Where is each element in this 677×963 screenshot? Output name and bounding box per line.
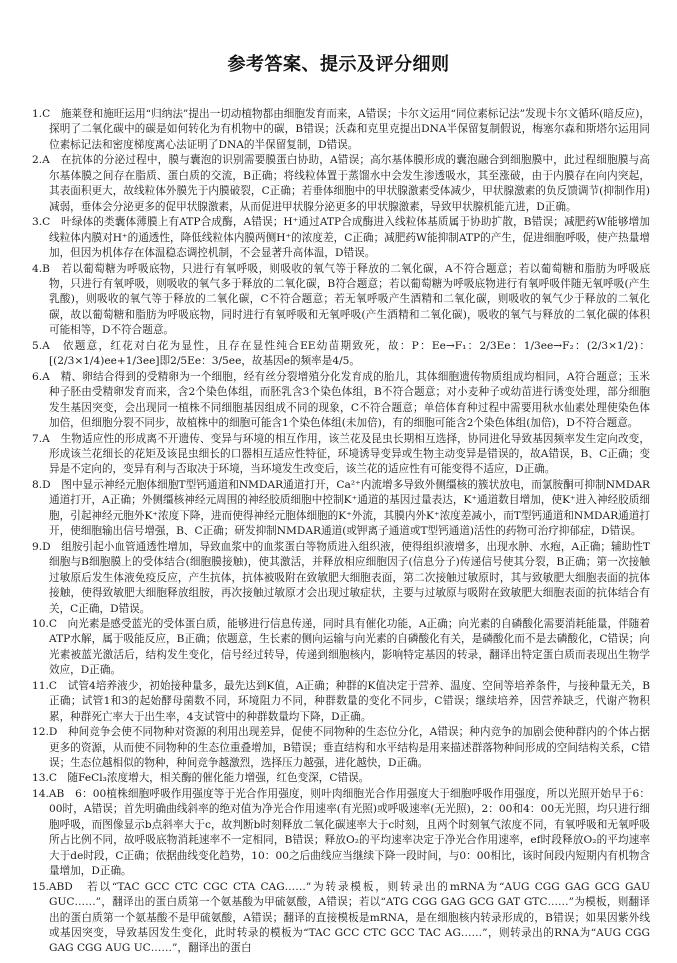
answer-item: 13.C 随FeCl₃浓度增大，相关酶的催化能力增强，红色变深，C错误。 <box>32 772 370 785</box>
answer-item: 4.B 若以葡萄糖为呼吸底物，只进行有氧呼吸，则吸收的氧气等于释放的二氧化碳，A不符合题意；若以葡萄糖和脂肪为呼吸底物，只进行有氧呼吸，则吸收的氧气多于释放的二氧化碳，B符合题意；若以葡萄糖为呼吸底物进行有氧呼吸伴随无氧呼吸(产生乳酸)，则吸收的氧气等于释放的二氧化碳，C不符合题意；若无氧呼吸产生酒精和二氧化碳，则吸收的氧气少于释放的二氧化碳，故以葡萄糖和脂肪为呼吸底物，同时进行有氧呼吸和无氧呼吸(产生酒精和二氧化碳)，吸收的氧气与释放的二氧化碳的体积可能相等，D不符合题意。 <box>32 262 650 337</box>
page-title: 参考答案、提示及评分细则 <box>227 54 450 75</box>
answer-item: 1.C 施莱登和施旺运用“归纳法”提出一切动植物都由细胞发育而来，A错误；卡尔文运用“同位素标记法”发现卡尔文循环(暗反应)，探明了二氧化碳中的碳是如何转化为有机物中的碳，B错误；沃森和克里克提出DNA半保留复制假说，梅塞尔森和斯塔尔运用同位素标记法和密度梯度离心法证明了DNA的半保留复制，D错误。 <box>32 108 650 151</box>
answer-item: 5.A 依题意，红花对白花为显性，且存在显性纯合EE幼苗期致死，故：P：Ee→F₁：2/3Ee：1/3ee→F₂：(2/3×1/2)：[(2/3×1/4)ee+1/3ee]即2/5Ee：3/5ee，故基因e的频率是4/5。 <box>32 339 650 368</box>
answer-item: 11.C 试管4培养液少，初始接种量多，最先达到K值，A正确；种群的K值决定于营养、温度、空间等培养条件，与接种量无关，B正确；试管1和3的起始酵母菌数不同，环境阻力不同，种群数量的变化不同步，C错误；继续培养，因营养缺乏，代谢产物积累，种群死亡率大于出生率，4支试管中的种群数量均下降，D正确。 <box>32 679 650 723</box>
answer-list <box>32 107 650 957</box>
answer-item: 10.C 向光素是感受蓝光的受体蛋白质，能够进行信息传递，同时具有催化功能，A正确；向光素的自磷酸化需要消耗能量，伴随着ATP水解，属于吸能反应，B正确；依题意，生长素的侧向运输与向光素的自磷酸化有关，是磷酸化而不是去磷酸化，C错误；向光素被蓝光激活后，结构发生变化，信号经过转导，传递到细胞核内，影响特定基因的转录，翻译出特定蛋白质而表现出生物学效应，D正确。 <box>32 617 650 677</box>
answer-item: 9.D 组胺引起小血管通透性增加，导致血浆中的血浆蛋白等物质进入组织液，使得组织液增多，出现水肿、水疱，A正确；辅助性T细胞与B细胞膜上的受体结合(细胞膜接触)，使其激活，并释放相应细胞因子(信息分子)传递信号使其分裂，B正确；第一次接触过敏原后发生体液免疫反应，产生抗体，抗体被吸附在致敏肥大细胞表面，第二次接触过敏原时，其与致敏肥大细胞表面的抗体接触，使得致敏肥大细胞释放组胺，再次接触过敏原才会出现过敏症状，主要与过敏原与吸附在致敏肥大细胞表面的抗体结合有关，C正确，D错误。 <box>32 540 650 615</box>
answer-item: 15.ABD 若以“TAC GCC CTC CGC CTA CAG……”为转录模板，则转录出的mRNA为“AUG CGG GAG GCG GAU GUC……”，翻译出的蛋白质第一个氨基酸为甲硫氨酸，A错误；若以“ATG CGG GAG GCG GAT GTC……”为模板，则翻译出的蛋白质第一个氨基酸不是甲硫氨酸，A错误；翻译的直接模板是mRNA，是在细胞核内转录形成的，B错误；如果因紫外线或基因突变，导致基因发生变化，此时转录的模板为“TAC GCC CTC GCC TAC AG……”，则转录出的RNA为“AUG CGG GAG CGG AUG UC……”，翻译出的蛋白 <box>32 880 650 955</box>
answer-item: 12.D 种间竞争会使不同物种对资源的利用出现差异，促使不同物种的生态位分化，A错误；种内竞争的加剧会使种群内的个体占据更多的资源，从而使不同物种的生态位重叠增加，B错误；垂直结构和水平结构是用来描述群落物种间形成的空间结构关系，C错误；生态位越相似的物种，种间竞争越激烈，选择压力越强，进化越快，D正确。 <box>32 726 650 770</box>
answer-item: 6.A 精、卵结合得到的受精卵为一个细胞，经有丝分裂增殖分化发育成的胎儿，其体细胞遗传物质组成均相同，A符合题意；玉米种子胚由受精卵发育而来，含2个染色体组，而胚乳含3个染色体组，B不符合题意；对小麦种子或幼苗进行诱变处理，部分细胞发生基因突变，会出现同一植株不同细胞基因组成不同的现象，C不符合题意；单倍体育种过程中需要用秋水仙素处理使染色体加倍，但细胞分裂不同步，故植株中的细胞可能含1个染色体组(未加倍)，有的细胞可能含2个染色体组(加倍)，D不符合题意。 <box>32 370 650 430</box>
answer-item: 3.C 叶绿体的类囊体薄膜上有ATP合成酶，A错误；H⁺通过ATP合成酶进入线粒体基质属于协助扩散，B错误；减肥药W能够增加线粒体内膜对H⁺的通透性，降低线粒体内膜两侧H⁺的浓度差，C正确；减肥药W能抑制ATP的产生，促进细胞呼吸，使产热量增加，但因为机体存在体温稳态调控机制，不会显著升高体温，D错误。 <box>32 216 650 260</box>
answer-item: 14.AB 6：00植株细胞呼吸作用强度等于光合作用强度，则叶肉细胞光合作用强度大于细胞呼吸作用强度，所以光照开始早于6：00时，A错误；首先明确曲线斜率的绝对值为净光合作用速率(有光照)或呼吸速率(无光照)，2：00和4：00无光照，均只进行细胞呼吸，而图像显示b点斜率大于c，故判断b时刻释放二氧化碳速率大于c时刻，且两个时刻氧气浓度不同，有氧呼吸和无氧呼吸所占比例不同，故呼吸底物消耗速率不一定相同，B错误；释放O₂的平均速率决定于净光合作用速率，ef时段释放O₂的平均速率大于de时段，C正确；依据曲线变化趋势，10：00之后曲线应当继续下降一段时间，与0：00相比，该时间段内短期内有机物含量增加，D正确。 <box>32 787 650 878</box>
answer-item: 7.A 生物适应性的形成离不开遗传、变异与环境的相互作用，该兰花及昆虫长期相互选择，协同进化导致基因频率发生定向改变，形成该兰花细长的花矩及该昆虫细长的口器相互适应性特征，环境诱导变异或生物主动变异是错误的，故A错误，B、C正确；变异是不定向的，变异有利与否取决于环境，当环境发生改变后，该兰花的适应性有可能变得不适应，D正确。 <box>32 432 650 476</box>
answer-item: 8.D 图中显示神经元胞体细胞T型钙通道和NMDAR通道打开，Ca²⁺内流增多导致外侧缰核的簇状放电，而氯胺酮可抑制NMDAR通道打开，A正确；外侧缰核神经元周围的神经胶质细胞中控制K⁺通道的基因过量表达，K⁺通道数目增加，使K⁺进入神经胶质细胞，引起神经元胞外K⁺浓度下降，进而使得神经元胞体细胞的K⁺外流，其膜内外K⁺浓度差减小，而T型钙通道和NMDAR通道打开，使细胞输出信号增强，B、C正确；研发抑制NMDAR通道(或钾离子通道或T型钙通道)活性的药物可治疗抑郁症，D错误。 <box>32 478 650 538</box>
answer-item: 2.A 在抗体的分泌过程中，膜与囊泡的识别需要膜蛋白协助，A错误；高尔基体膜形成的囊泡融合到细胞膜中，此过程细胞膜与高尔基体膜之间存在脂质、蛋白质的交流，B正确；将线粒体置于蒸馏水中会发生渗透吸水，其至涨破，由于内膜存在向内突起，其表面积更大，故线粒体外膜先于内膜破裂，C正确；若垂体细胞中的甲状腺激素受体减少，甲状腺激素的负反馈调节(抑制作用)减弱，垂体会分泌更多的促甲状腺激素，从而促进甲状腺分泌更多的甲状腺激素，导致甲状腺机能亢进，D正确。 <box>32 154 650 213</box>
